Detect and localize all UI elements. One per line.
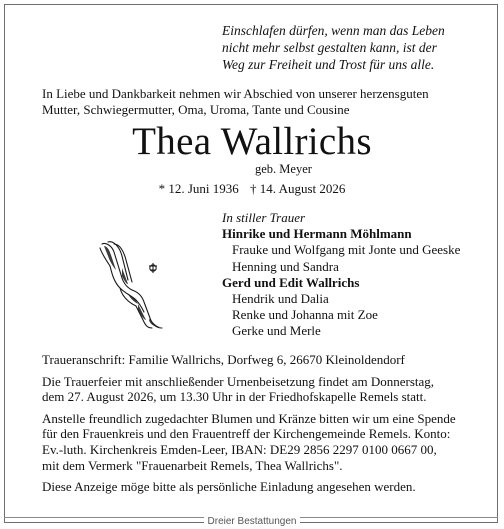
cross-icon [147, 262, 159, 274]
birth-name: geb. Meyer [255, 162, 312, 176]
donation-line: für den Frauenkreis und den Frauentreff der Kirchengemeinde Remels. Konto: [42, 426, 451, 442]
mourners-block [222, 210, 492, 340]
donation-line: Ev.-luth. Kirchenkreis Emden-Leer, IBAN: DE29 2856 2297 0100 0667 00, [42, 441, 437, 457]
invitation-note: Diese Anzeige möge bitte als persönliche Einladung angesehen werden. [42, 479, 416, 495]
intro-line: Mutter, Schwiegermutter, Oma, Uroma, Tante und Cousine [42, 102, 350, 117]
details-block [42, 352, 486, 501]
mourner-line: Henning und Sandra [232, 258, 339, 274]
mourner-line: Renke und Johanna mit Zoe [232, 307, 378, 323]
mourning-address: Traueranschrift: Familie Wallrichs, Dorfweg 6, 26670 Kleinoldendorf [42, 352, 405, 367]
poem-quote [222, 22, 492, 73]
mourner-line: Gerke und Merle [232, 323, 321, 339]
mourner-line: Hendrik und Dalia [232, 291, 329, 307]
deceased-name: Thea Wallrichs [132, 120, 372, 163]
quote-line: Einschlafen dürfen, wenn man das Leben [222, 23, 445, 38]
intro-text [42, 86, 482, 118]
quote-line: nicht mehr selbst gestalten kann, ist der [222, 40, 437, 55]
ceremony-info [42, 374, 486, 405]
birth-date: * 12. Juni 1936 [158, 181, 239, 196]
intro-line: In Liebe und Dankbarkeit nehmen wir Abschied von unserer herzensguten [42, 86, 429, 101]
praying-hands-icon [92, 238, 170, 330]
donation-line: mit dem Vermerk "Frauenarbeit Remels, Thea Wallrichs". [42, 457, 343, 473]
donation-info [42, 411, 486, 473]
footer [0, 511, 504, 529]
mourner-family: Gerd und Edit Wallrichs [222, 274, 360, 290]
mourners-heading: In stiller Trauer [222, 210, 306, 225]
ceremony-line: Die Trauerfeier mit anschließender Urnenbeisetzung findet am Donnerstag, [42, 373, 435, 389]
undertaker-credit: Dreier Bestattungen [204, 516, 301, 527]
donation-line: Anstelle freundlich zugedachter Blumen und Kränze bitten wir um eine Spende [42, 410, 456, 426]
mourner-family: Hinrike und Hermann Möhlmann [222, 226, 412, 242]
quote-line: Weg zur Freiheit und Trost für uns alle. [222, 57, 435, 72]
life-dates [0, 181, 504, 197]
death-date: † 14. August 2026 [250, 181, 346, 196]
mourner-line: Frauke und Wolfgang mit Jonte und Geeske [232, 242, 461, 258]
ceremony-line: dem 27. August 2026, um 13.30 Uhr in der Friedhofskapelle Remels statt. [42, 389, 427, 405]
